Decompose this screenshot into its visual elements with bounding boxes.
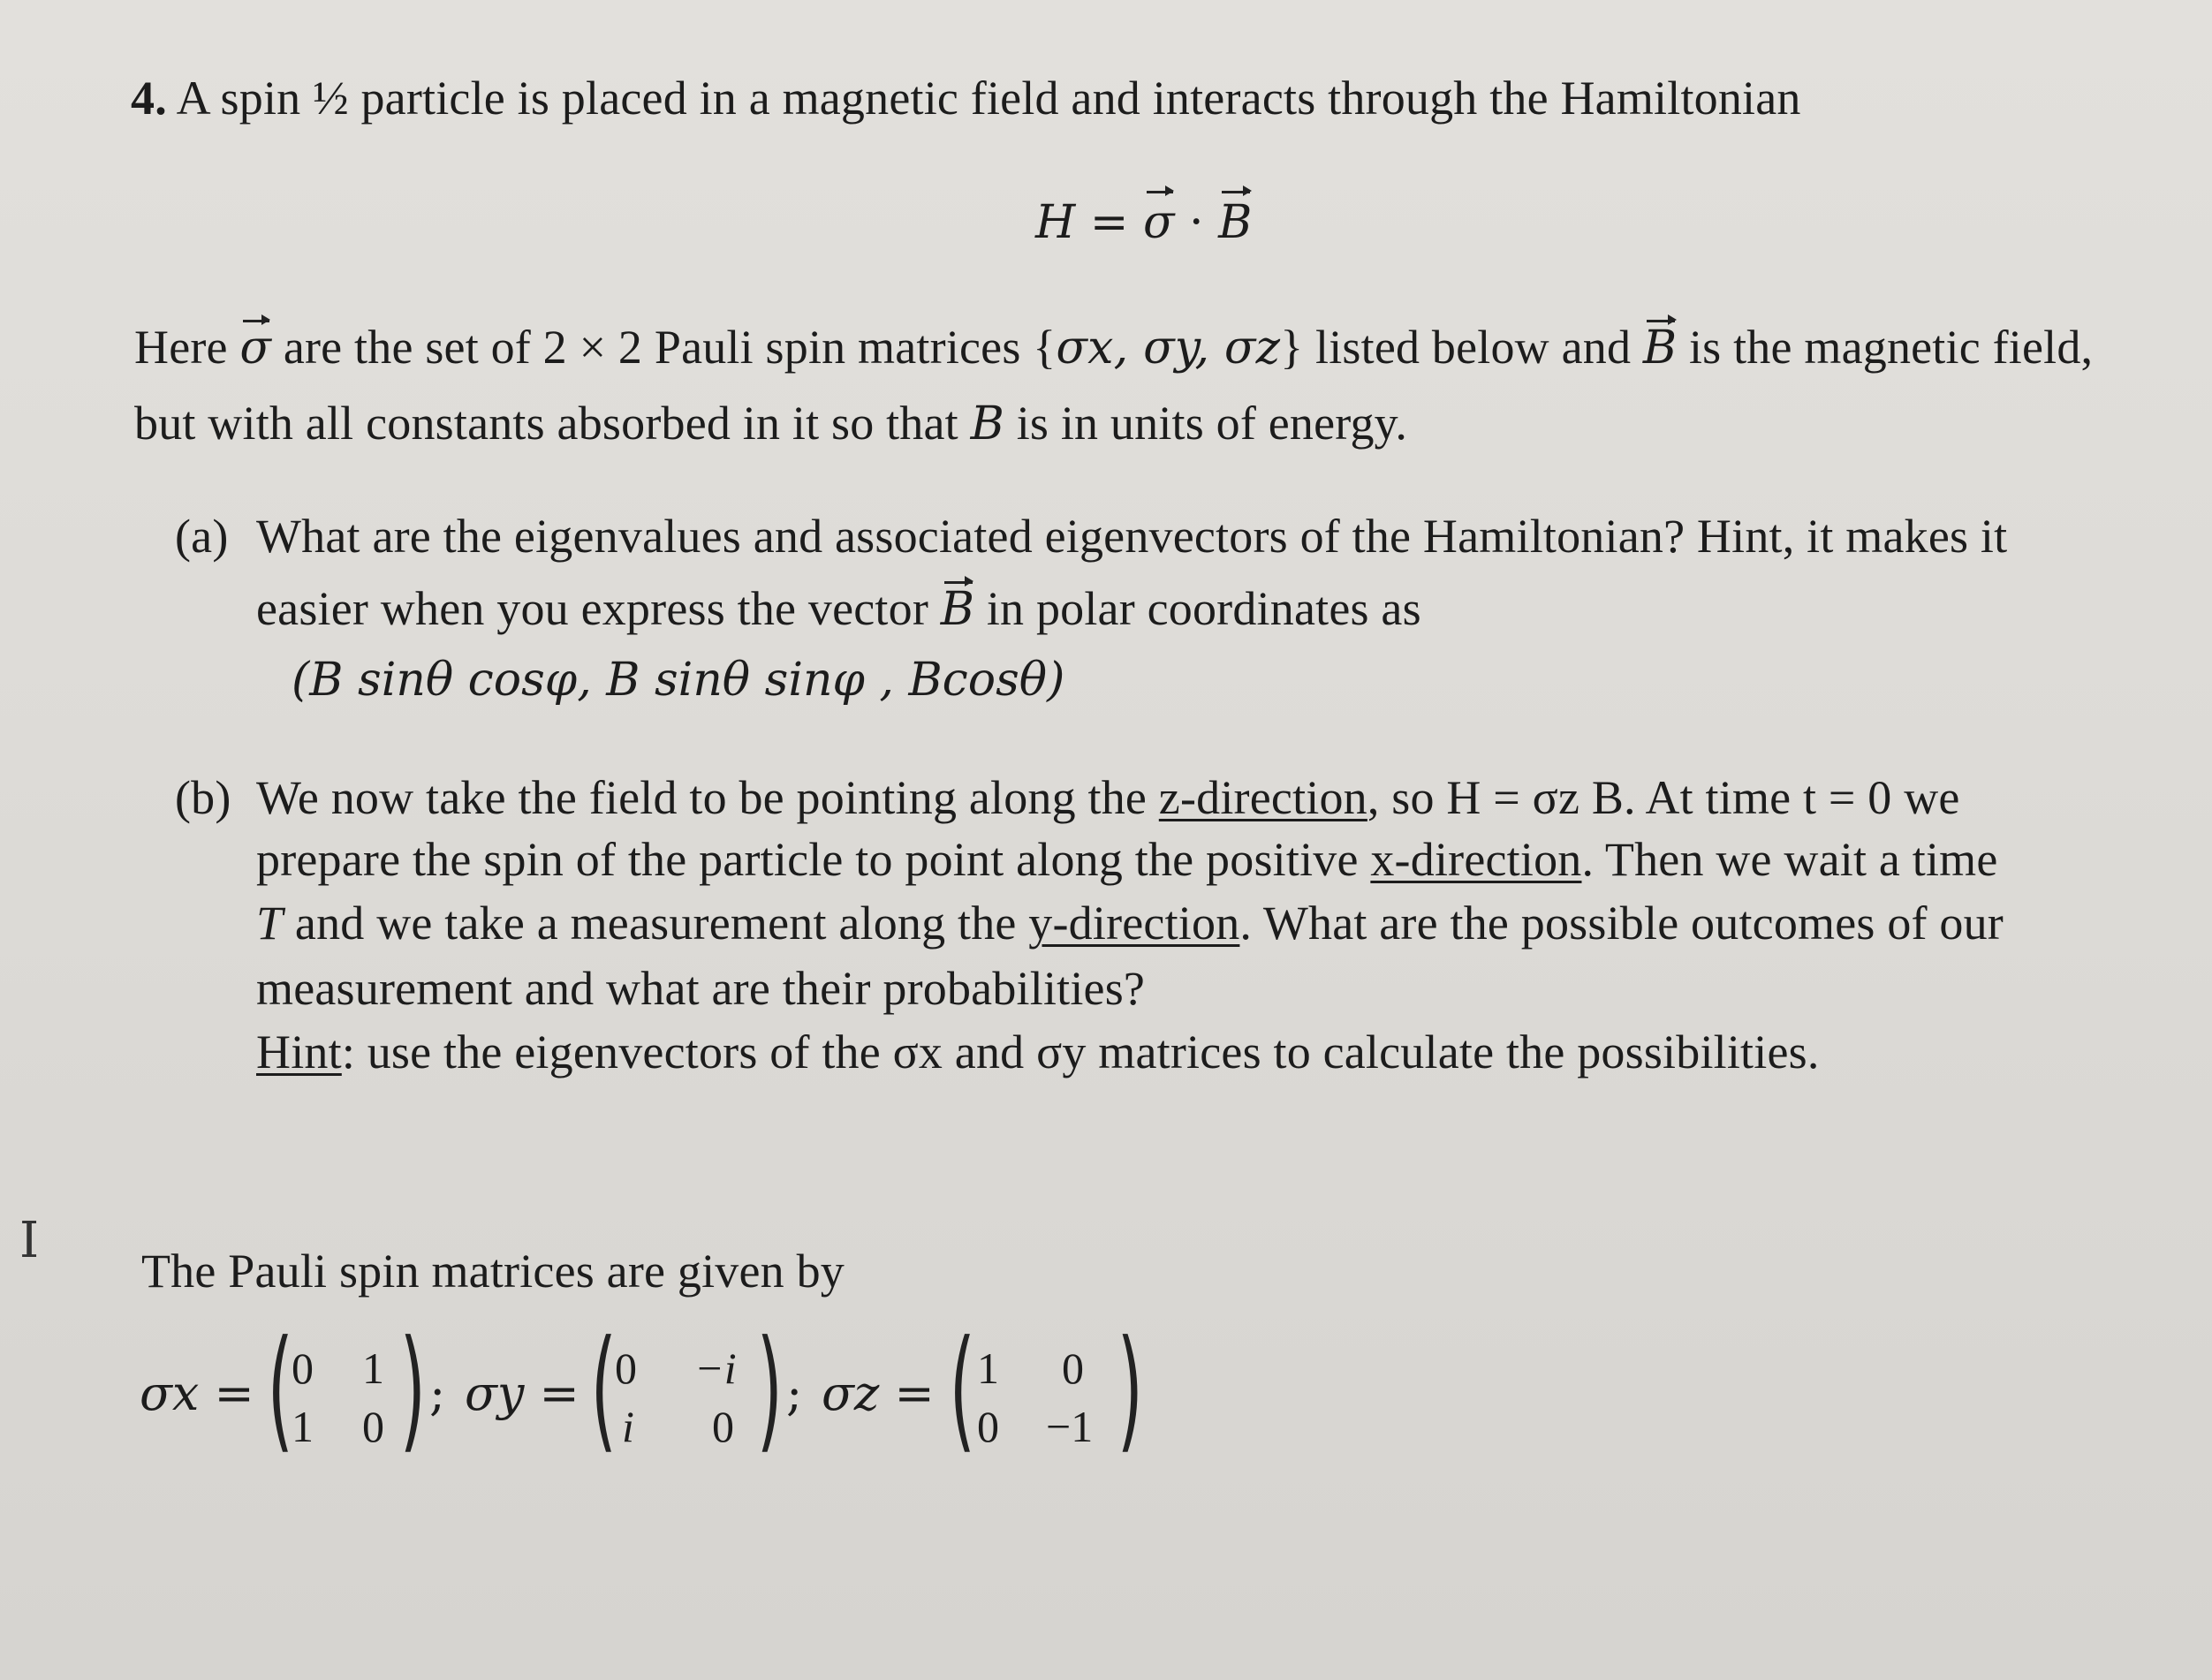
part-a-line2-post: in polar coordinates as bbox=[974, 582, 1421, 635]
b-symbol: B bbox=[970, 397, 1005, 450]
para1-line2-text-1: but with all constants absorbed in it so that bbox=[134, 397, 971, 450]
matrix-cell: 0 bbox=[977, 1402, 999, 1451]
paragraph-line-2 bbox=[134, 397, 1408, 450]
b-vector: B bbox=[1218, 196, 1253, 249]
paragraph-line-1 bbox=[134, 321, 2094, 375]
matrix-cell: 0 bbox=[1062, 1343, 1084, 1393]
pauli-set: σx, σy, σz bbox=[1056, 322, 1281, 375]
separator: ; bbox=[429, 1366, 446, 1421]
hamiltonian-lhs: H = bbox=[1035, 196, 1143, 249]
problem-intro-text: A spin ½ particle is placed in a magnetic field and interacts through the Hamiltonian bbox=[176, 72, 1801, 125]
matrix-cell: 0 bbox=[292, 1343, 314, 1393]
part-b-l3-post: . What are the possible outcomes of our bbox=[1239, 897, 2004, 950]
part-b-l1-post: , so H = σz B. At time t = 0 we bbox=[1367, 771, 1960, 824]
part-a-line2-pre: easier when you express the vector bbox=[256, 582, 941, 635]
matrix-cell: 0 bbox=[362, 1402, 384, 1451]
sigma-z-label: σz = bbox=[822, 1366, 935, 1421]
x-direction-text: x-direction bbox=[1370, 833, 1582, 886]
y-direction-text: y-direction bbox=[1028, 897, 1240, 950]
text-cursor-icon: I bbox=[19, 1212, 40, 1269]
matrix-cell: 1 bbox=[977, 1343, 999, 1393]
matrix-cell: −1 bbox=[1046, 1402, 1094, 1451]
part-b-l1-pre: We now take the field to be pointing along the bbox=[256, 771, 1159, 824]
b-vector: B bbox=[1642, 322, 1678, 375]
para1-text-4: is the magnetic field, bbox=[1677, 321, 2094, 374]
sigma-z-matrix: ( 1 0 0 −1 ) bbox=[949, 1313, 1143, 1466]
sigma-vector: σ bbox=[1142, 196, 1175, 249]
sigma-vector: σ bbox=[239, 322, 272, 375]
para1-text-2: are the set of 2 × 2 Pauli spin matrices { bbox=[271, 321, 1057, 374]
polar-coordinates: (B sinθ cosφ, B sinθ sinφ , Bcosθ) bbox=[292, 654, 1065, 707]
part-b-line-5 bbox=[256, 1025, 1820, 1078]
dot-operator: · bbox=[1174, 196, 1219, 249]
problem-intro bbox=[131, 72, 1801, 125]
part-b-label: (b) bbox=[175, 771, 231, 824]
matrix-cell: 1 bbox=[292, 1402, 314, 1451]
part-b-l2-pre: prepare the spin of the particle to point along the positive bbox=[256, 833, 1371, 886]
matrix-cell: 0 bbox=[712, 1402, 734, 1451]
part-b-l2-post: . Then we wait a time bbox=[1581, 833, 1998, 886]
para1-text-1: Here bbox=[134, 321, 240, 374]
z-direction-link: z-direction bbox=[1158, 771, 1367, 824]
matrix-cell: 1 bbox=[362, 1343, 384, 1393]
part-b-line-3 bbox=[256, 897, 2004, 950]
sigma-x-matrix: ( 0 1 1 0 ) bbox=[267, 1313, 426, 1466]
matrix-cell: −i bbox=[694, 1343, 737, 1393]
sigma-x-label: σx = bbox=[140, 1366, 254, 1421]
b-vector: B bbox=[940, 583, 975, 636]
matrix-cell: i bbox=[622, 1402, 634, 1451]
part-a-label: (a) bbox=[175, 510, 229, 563]
time-T: T bbox=[256, 897, 284, 950]
part-b-hint-text: : use the eigenvectors of the σx and σy matrices to calculate the possibilities. bbox=[341, 1025, 1820, 1078]
pauli-heading: The Pauli spin matrices are given by bbox=[141, 1245, 845, 1298]
part-b-l3-pre: and we take a measurement along the bbox=[283, 897, 1029, 950]
hamiltonian-equation bbox=[1035, 196, 1252, 249]
part-a-line-2 bbox=[256, 582, 1421, 636]
para1-line2-text-2: is in units of energy. bbox=[1004, 397, 1408, 450]
part-b-line-2 bbox=[256, 833, 1998, 886]
problem-number: 4. bbox=[131, 72, 167, 125]
part-b-line-4: measurement and what are their probabilities? bbox=[256, 962, 1146, 1015]
hint-label: Hint bbox=[256, 1025, 342, 1078]
separator: ; bbox=[786, 1366, 803, 1421]
part-a-line-1: What are the eigenvalues and associated eigenvectors of the Hamiltonian? Hint, it makes it bbox=[256, 510, 2008, 563]
sigma-y-label: σy = bbox=[465, 1366, 580, 1421]
matrix-cell: 0 bbox=[615, 1343, 637, 1393]
part-b-line-1 bbox=[256, 771, 1960, 824]
para1-text-3: } listed below and bbox=[1280, 321, 1643, 374]
sigma-y-matrix: ( 0 −i i 0 ) bbox=[590, 1313, 783, 1466]
